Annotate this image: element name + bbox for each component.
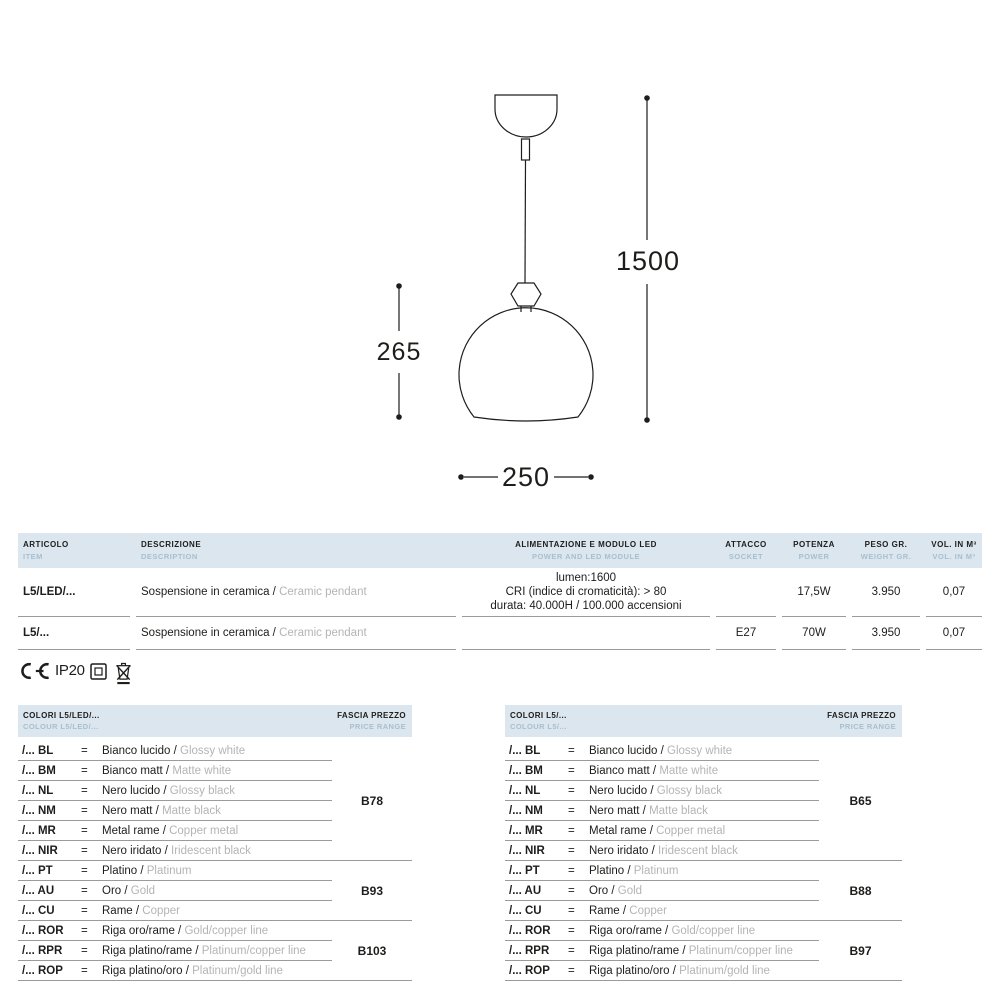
price-band: B88 — [819, 861, 902, 921]
color-code: /... MR — [22, 824, 56, 837]
column-header-potenza: POTENZA POWER — [793, 540, 835, 561]
price-column — [819, 741, 902, 981]
color-code: /... RPR — [509, 944, 550, 957]
equals-sign: = — [568, 784, 575, 797]
dimension-total-height — [616, 95, 680, 423]
color-name: Riga oro/rame / Gold/copper line — [589, 924, 756, 937]
column-header-articolo: ARTICOLO ITEM — [23, 540, 69, 561]
equals-sign: = — [568, 744, 575, 757]
dimension-shade-height — [377, 283, 422, 420]
color-code: /... BM — [22, 764, 56, 777]
dimension-shade-width — [458, 462, 594, 492]
lamp-cable — [525, 160, 526, 283]
color-code: /... NM — [22, 804, 56, 817]
color-name: Metal rame / Copper metal — [102, 824, 239, 837]
color-code: /... ROR — [22, 924, 64, 937]
color-row — [18, 821, 332, 841]
color-row — [505, 881, 819, 901]
color-row — [18, 961, 332, 981]
color-row — [505, 821, 819, 841]
color-code: /... AU — [509, 884, 542, 897]
equals-sign: = — [568, 964, 575, 977]
color-row — [18, 841, 332, 861]
color-name: Nero iridato / Iridescent black — [102, 844, 251, 857]
color-name: Bianco matt / Matte white — [102, 764, 232, 777]
color-name: Riga platino/rame / Platinum/copper line — [589, 944, 793, 957]
equals-sign: = — [81, 884, 88, 897]
weight-value: 3.950 — [852, 568, 920, 617]
column-header-peso: PESO GR. WEIGHT GR. — [860, 540, 912, 561]
color-row — [18, 921, 332, 941]
color-row — [18, 881, 332, 901]
item-description: Sospensione in ceramica / Ceramic pendant — [136, 568, 456, 617]
color-list — [18, 741, 332, 981]
color-code: /... BL — [509, 744, 541, 757]
color-code: /... BM — [509, 764, 543, 777]
equals-sign: = — [81, 824, 88, 837]
color-row — [505, 921, 819, 941]
equals-sign: = — [81, 784, 88, 797]
color-list — [505, 741, 819, 981]
color-row — [505, 861, 819, 881]
equals-sign: = — [81, 804, 88, 817]
price-band: B93 — [332, 861, 412, 921]
power-value: 70W — [782, 617, 846, 650]
color-code: /... CU — [22, 904, 55, 917]
class-ii-insulation-icon — [90, 663, 107, 680]
color-code: /... RPR — [22, 944, 63, 957]
color-name: Bianco lucido / Glossy white — [589, 744, 733, 757]
equals-sign: = — [81, 904, 88, 917]
color-code: /... BL — [22, 744, 54, 757]
color-table-led — [18, 705, 412, 981]
color-row — [18, 781, 332, 801]
color-code: /... NM — [509, 804, 543, 817]
equals-sign: = — [81, 964, 88, 977]
ce-mark-icon — [18, 661, 52, 681]
column-header-volume: VOL. IN M³ VOL. IN M³ — [931, 540, 977, 561]
color-row — [18, 761, 332, 781]
socket-value: E27 — [716, 617, 776, 650]
color-name: Riga platino/oro / Platinum/gold line — [589, 964, 770, 977]
color-row — [505, 901, 819, 921]
color-table-led-header: COLORI L5/LED/... COLOUR L5/LED/... FASCIA PREZZO PRICE RANGE — [18, 705, 412, 737]
color-row — [505, 941, 819, 961]
price-band: B103 — [332, 921, 412, 981]
price-band: B97 — [819, 921, 902, 981]
color-name: Oro / Gold — [102, 884, 156, 897]
color-name: Nero lucido / Glossy black — [589, 784, 722, 797]
color-name: Riga oro/rame / Gold/copper line — [102, 924, 269, 937]
price-band: B78 — [332, 741, 412, 861]
weight-value: 3.950 — [852, 617, 920, 650]
equals-sign: = — [81, 944, 88, 957]
color-code: /... ROP — [509, 964, 550, 977]
color-row — [18, 801, 332, 821]
equals-sign: = — [568, 804, 575, 817]
power-value: 17,5W — [782, 568, 846, 617]
equals-sign: = — [81, 844, 88, 857]
color-row — [505, 801, 819, 821]
spec-row-standard — [18, 617, 982, 650]
price-column — [332, 741, 412, 981]
column-header-attacco: ATTACCO SOCKET — [725, 540, 767, 561]
color-row — [18, 741, 332, 761]
color-row — [18, 941, 332, 961]
color-code: /... NIR — [22, 844, 58, 857]
lamp-canopy — [495, 95, 557, 137]
color-table-standard — [505, 705, 902, 981]
color-name: Oro / Gold — [589, 884, 643, 897]
equals-sign: = — [568, 764, 575, 777]
color-name: Nero lucido / Glossy black — [102, 784, 235, 797]
equals-sign: = — [568, 864, 575, 877]
color-name: Nero matt / Matte black — [589, 804, 708, 817]
color-name: Nero matt / Matte black — [102, 804, 221, 817]
weee-crossed-bin-icon — [114, 661, 133, 685]
equals-sign: = — [568, 824, 575, 837]
price-range-header: FASCIA PREZZO — [337, 711, 406, 720]
dimension-shade-width-label: 250 — [501, 462, 551, 492]
equals-sign: = — [568, 884, 575, 897]
socket-value — [716, 568, 776, 617]
equals-sign: = — [81, 864, 88, 877]
color-code: /... CU — [509, 904, 542, 917]
color-code: /... MR — [509, 824, 543, 837]
color-code: /... ROP — [22, 964, 63, 977]
led-module-info: lumen:1600 CRI (indice di cromaticità): > 80 durata: 40.000H / 100.000 accensioni — [462, 568, 710, 617]
color-code: /... NL — [22, 784, 54, 797]
item-code: L5/LED/... — [23, 586, 76, 598]
color-code: /... NIR — [509, 844, 545, 857]
spec-row-led — [18, 568, 982, 617]
led-module-info — [462, 617, 710, 650]
color-name: Rame / Copper — [102, 904, 180, 917]
color-row — [18, 901, 332, 921]
color-row — [505, 761, 819, 781]
ip-rating-label: IP20 — [55, 662, 85, 679]
color-name: Bianco matt / Matte white — [589, 764, 719, 777]
color-name: Riga platino/oro / Platinum/gold line — [102, 964, 283, 977]
item-description: Sospensione in ceramica / Ceramic pendant — [136, 617, 456, 650]
spec-table-header — [18, 533, 982, 568]
color-row — [505, 961, 819, 981]
color-code: /... NL — [509, 784, 541, 797]
color-name: Platino / Platinum — [102, 864, 192, 877]
color-table-title: COLORI L5/... — [510, 711, 567, 720]
color-name: Rame / Copper — [589, 904, 667, 917]
volume-value: 0,07 — [926, 568, 982, 617]
color-code: /... ROR — [509, 924, 551, 937]
dimension-shade-height-label: 265 — [376, 338, 422, 366]
technical-drawing — [370, 80, 690, 500]
equals-sign: = — [568, 904, 575, 917]
lamp-shade — [459, 308, 593, 421]
price-band: B65 — [819, 741, 902, 861]
color-code: /... PT — [22, 864, 53, 877]
color-table-title: COLORI L5/LED/... — [23, 711, 100, 720]
equals-sign: = — [568, 924, 575, 937]
color-code: /... AU — [22, 884, 55, 897]
column-header-descrizione: DESCRIZIONE DESCRIPTION — [141, 540, 202, 561]
color-row — [505, 781, 819, 801]
lamp-stem — [522, 139, 530, 160]
color-name: Metal rame / Copper metal — [589, 824, 726, 837]
volume-value: 0,07 — [926, 617, 982, 650]
equals-sign: = — [568, 944, 575, 957]
color-name: Nero iridato / Iridescent black — [589, 844, 738, 857]
column-header-alimentazione: ALIMENTAZIONE E MODULO LED POWER AND LED MODULE — [515, 540, 657, 561]
color-code: /... PT — [509, 864, 540, 877]
color-name: Bianco lucido / Glossy white — [102, 744, 246, 757]
lamp-knob — [511, 283, 541, 306]
color-row — [505, 741, 819, 761]
color-name: Riga platino/rame / Platinum/copper line — [102, 944, 306, 957]
color-table-standard-header: COLORI L5/... COLOUR L5/... FASCIA PREZZO PRICE RANGE — [505, 705, 902, 737]
dimension-total-height-label: 1500 — [615, 246, 681, 276]
equals-sign: = — [81, 764, 88, 777]
color-name: Platino / Platinum — [589, 864, 679, 877]
equals-sign: = — [81, 744, 88, 757]
equals-sign: = — [568, 844, 575, 857]
certifications — [18, 661, 133, 685]
item-code: L5/... — [23, 627, 50, 639]
spec-table — [18, 533, 982, 650]
price-range-header: FASCIA PREZZO — [827, 711, 896, 720]
color-row — [505, 841, 819, 861]
color-row — [18, 861, 332, 881]
equals-sign: = — [81, 924, 88, 937]
